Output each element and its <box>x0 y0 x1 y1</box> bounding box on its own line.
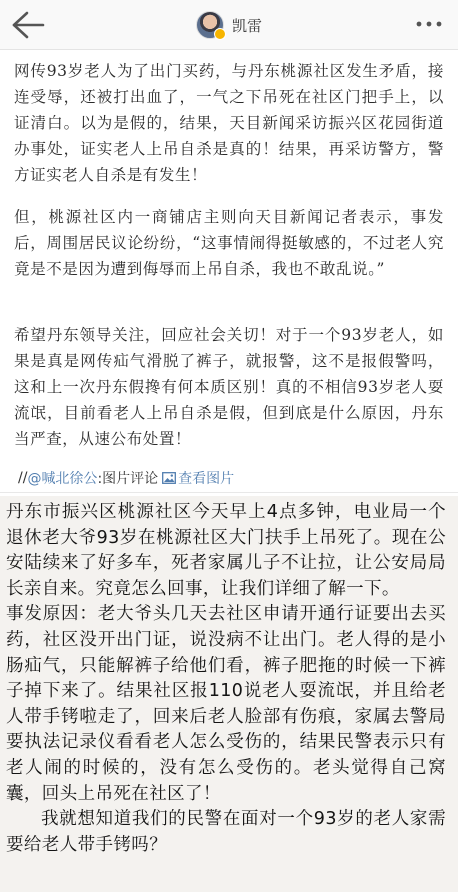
verified-badge-icon <box>214 28 226 40</box>
quoted-paragraph: 丹东市振兴区桃源社区今天早上4点多钟，电业局一个退休老大爷93岁在桃源社区大门扶手上吊死了。现在公安陆续来了好多车，死者家属儿子不让拉，让公安局局长亲自来。究竟怎么回事，让我们详细了解一下。 <box>6 502 446 599</box>
divider <box>0 492 458 493</box>
avatar[interactable] <box>196 11 224 39</box>
back-button[interactable] <box>10 9 46 41</box>
view-picture-link[interactable]: 查看图片 <box>178 471 235 487</box>
author-name[interactable]: 凯雷 <box>232 16 263 35</box>
more-dots-icon <box>414 14 444 34</box>
post-paragraph: 网传93岁老人为了出门买药，与丹东桃源社区发生矛盾，接连受辱，还被打出血了，一气之下吊死在社区门把手上，以证清白。以为是假的，结果，天目新闻采访振兴区花园街道办事处，证实老人上吊自杀是真的！结果，再采访警方，警方证实老人自杀是有发生！ <box>14 62 444 184</box>
back-arrow-icon <box>10 9 46 41</box>
quoted-image-text <box>6 500 446 858</box>
more-button[interactable] <box>414 14 444 34</box>
quoted-paragraph: 我就想知道我们的民警在面对一个93岁的老人家需要给老人带手铐吗？ <box>6 809 446 855</box>
post-paragraph: 希望丹东领导关注，回应社会关切！对于一个93岁老人，如果是真是网传疝气滑脱了裤子，就报警，这不是报假警吗，这和上一次丹东假搀有何本质区别！真的不相信93岁老人耍流氓，目前看老人上吊自杀是假，但到底是什么原因，丹东当严查，从速公布处置！ <box>14 326 444 448</box>
repost-comment-line <box>18 468 234 488</box>
quoted-text-image[interactable] <box>0 496 458 892</box>
top-navbar <box>0 0 458 50</box>
quoted-paragraph: 事发原因：老大爷头几天去社区申请开通行证要出去买药，社区没开出门证，说没病不让出门。老人得的是小肠疝气，只能解裤子给他们看，裤子肥拖的时候一下裤子掉下来了。结果社区报110说老人耍流氓，并且给老人带手铐啦走了，回来后老人脸部有伤痕，家属去警局要执法记录仪看看老人怎么受伤的，结果民警表示只有老人闹的时候的，没有怎么受伤的。老头觉得自己窝囊，回头上吊死在社区了！ <box>6 604 446 804</box>
post-body <box>14 58 444 452</box>
repost-prefix: // <box>18 470 28 486</box>
picture-icon[interactable] <box>162 472 176 484</box>
repost-text: :图片评论 <box>97 471 159 487</box>
author-header[interactable] <box>196 8 262 42</box>
post-paragraph: 但，桃源社区内一商铺店主则向天目新闻记者表示，事发后，周围居民议论纷纷，“这事情闹得挺敏感的，不过老人究竟是不是因为遭到侮辱而上吊自杀，我也不敢乱说。” <box>14 208 444 278</box>
user-mention-link[interactable]: @喊北徐公 <box>27 471 98 487</box>
